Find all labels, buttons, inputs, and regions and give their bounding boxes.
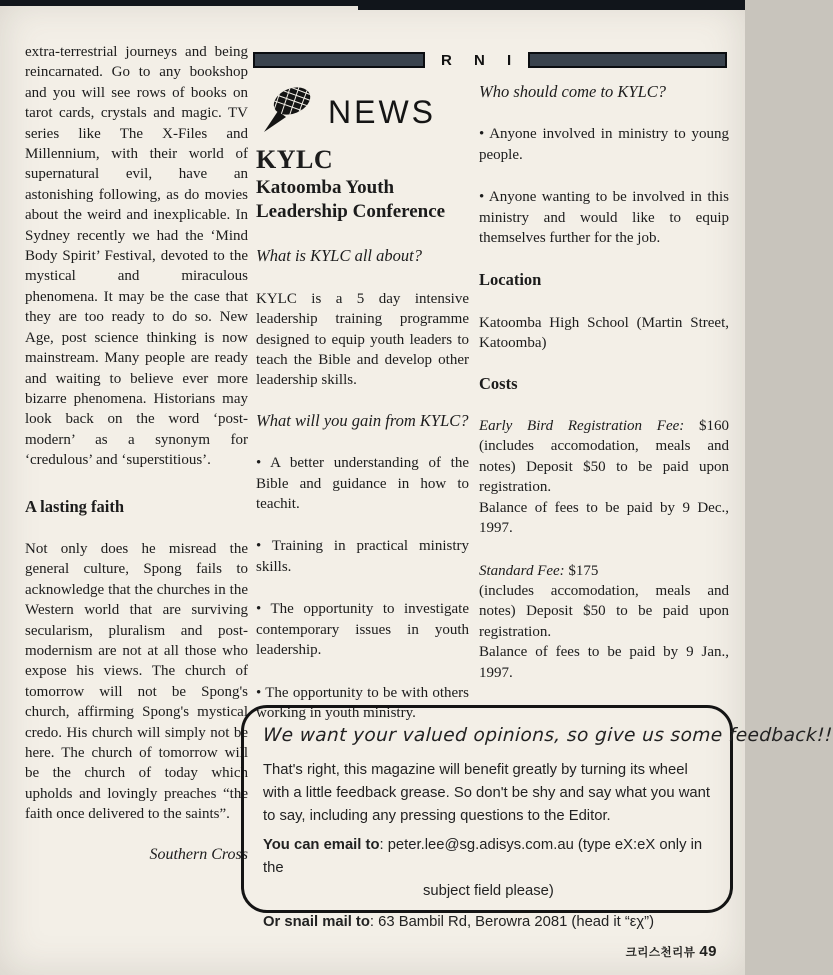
conference-title-line1: Katoomba Youth: [256, 177, 395, 199]
early-bird-fee-label: Early Bird Registration Fee:: [479, 418, 685, 435]
gain-bullet-1: • A better understanding of the Bible and guidance in how to teachit.: [256, 455, 469, 513]
pushpin-icon: [256, 84, 314, 141]
standard-fee-balance: Balance of fees to be paid by 9 Jan., 1997.: [479, 644, 729, 681]
standard-fee-paragraph: [479, 561, 729, 683]
early-bird-fee-paragraph: [479, 416, 729, 538]
kylc-description-paragraph: KYLC is a 5 day intensive leadership training programme designed to equip youth leaders to teach the Bible and develop other leadership skills.: [256, 290, 469, 389]
feedback-body-text: That's right, this magazine will benefit greatly by turning its wheel with a little feedback grease. So don't be shy and say what you want to say, including any pressing questions to the Editor.: [263, 762, 710, 824]
rni-label: R N I: [441, 51, 521, 69]
who-bullet-2: • Anyone wanting to be involved in this ministry and would like to equip themselves further for the job.: [479, 189, 729, 247]
top-scan-band-right: [358, 0, 745, 10]
who-bullet-1: • Anyone involved in ministry to young people.: [479, 126, 729, 163]
location-heading: Location: [479, 270, 542, 290]
question-what-is-kylc: What is KYLC all about?: [256, 246, 422, 266]
section-heading-lasting-faith: A lasting faith: [25, 496, 125, 516]
source-attribution: Southern Cross: [149, 845, 248, 863]
early-bird-balance: Balance of fees to be paid by 9 Dec., 1997.: [479, 499, 729, 537]
question-what-will-you-gain: What will you gain from KYLC?: [256, 410, 469, 430]
news-title: NEWS: [328, 94, 436, 130]
standard-fee-amount: $175: [564, 562, 599, 579]
feedback-headline: We want your valued opinions, so give us some feedback!!: [262, 725, 833, 746]
article-paragraph: extra-terrestrial journeys and being reincarnated. Go to any bookshop and you will see rows of books on tarot cards, crystals and magic. TV series like The X-Files and Millennium, with their world of supernatural evil, have an astonishing following, as do movies about the weird and inexplicable. In Sydney recently we had the ‘Mind Body Spirit’ Festival, devoted to the mystical and miraculous phenomena. It may be the case that they are too ready to do so. New Age, post science thinking is now mainstream. Many people are ready and waiting to believe ever more bizarre phenomena. Historians may look back on the word ‘post-modern’ as a synonym for ‘credulous’ and ‘superstitious’.: [25, 44, 248, 469]
standard-fee-details: (includes accomodation, meals and notes) Deposit $50 to be paid upon registration.: [479, 582, 729, 640]
middle-article-column: [256, 140, 469, 745]
gain-bullet-4: • The opportunity to be with others working in youth ministry.: [256, 684, 469, 721]
conference-title: [256, 176, 469, 224]
rni-bar-right: [528, 52, 727, 68]
news-header: [256, 84, 469, 141]
gain-bullet-2: • Training in practical ministry skills.: [256, 538, 469, 575]
early-bird-fee-details: $160 (includes accomodation, meals and notes) Deposit $50 to be paid upon registration.: [479, 418, 729, 496]
email-address-text: : peter.lee@sg.adisys.com.au (type eX:eX only in the: [263, 837, 703, 876]
top-scan-band-left: [0, 0, 358, 6]
standard-fee-label: Standard Fee:: [479, 562, 565, 579]
email-label: You can email to: [263, 837, 380, 853]
question-who-should-come: Who should come to KYLC?: [479, 82, 667, 101]
right-article-column: [479, 82, 729, 703]
snail-mail-label: Or snail mail to: [263, 914, 370, 930]
page-number: 49: [699, 943, 717, 960]
email-note-continuation: subject field please): [423, 883, 554, 899]
gain-bullet-3: • The opportunity to investigate contemporary issues in youth leadership.: [256, 601, 469, 659]
location-text: Katoomba High School (Martin Street, Katoomba): [479, 314, 729, 352]
conference-title-line2: Leadership Conference: [256, 201, 446, 223]
magazine-name-korean: 크리스천리뷰: [625, 947, 696, 959]
kylc-acronym-heading: KYLC: [256, 145, 334, 174]
left-article-column: [25, 42, 248, 881]
snail-mail-address: : 63 Bambil Rd, Berowra 2081 (head it “εχ”): [369, 914, 655, 930]
feedback-box: [241, 705, 833, 930]
page-footer: [626, 943, 717, 960]
rni-bar-left: [253, 52, 425, 68]
feedback-snailmail-line: [263, 911, 711, 934]
costs-heading: Costs: [479, 373, 518, 393]
article-paragraph: Not only does he misread the general culture, Spong fails to acknowledge that the churches in the Western world that are surviving secularism, pluralism and post-modernism are not at all those who expose his views. The church of tomorrow will not be Spong's church, affirming Spong's mystical credo. His church will simply not be here. The church of tomorrow will be the church of today which upholds and lovingly preaches “the faith once delivered to the saints”.: [25, 540, 248, 823]
feedback-email-line: [263, 834, 711, 903]
rni-header-bar: [253, 49, 727, 71]
